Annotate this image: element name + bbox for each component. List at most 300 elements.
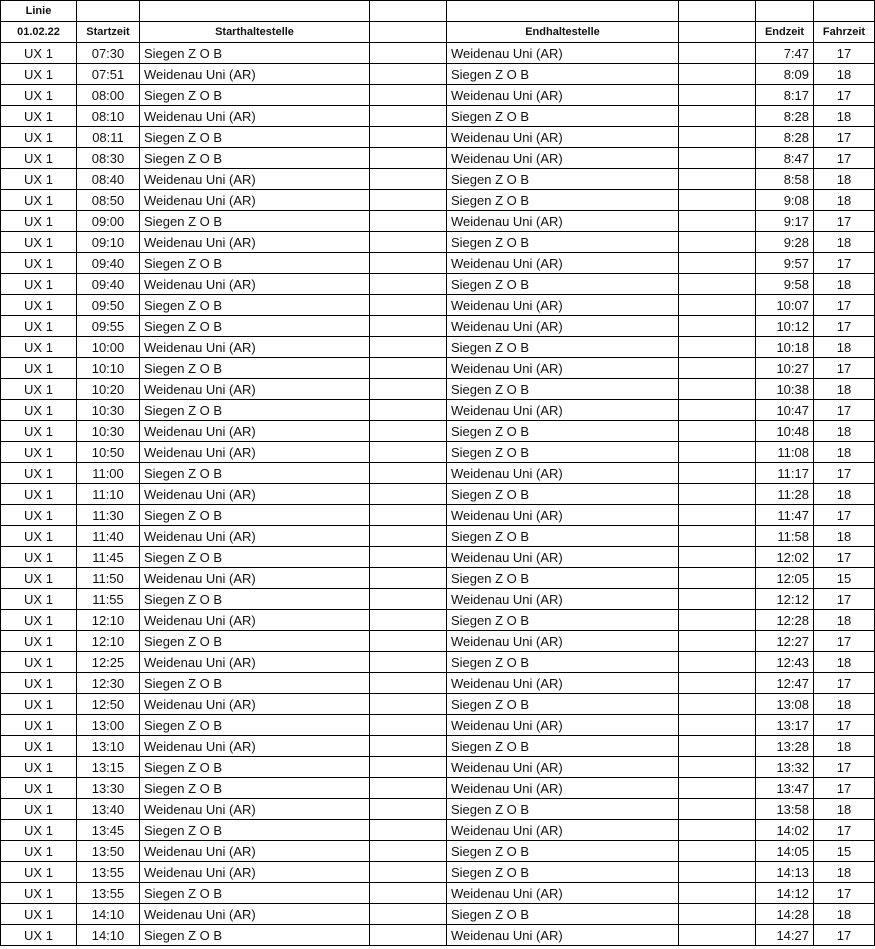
cell-fahrzeit: 17 [814, 820, 875, 841]
header-linie: Linie [1, 1, 77, 22]
cell-starthaltestelle: Weidenau Uni (AR) [140, 610, 370, 631]
cell-blank-end [679, 799, 756, 820]
cell-fahrzeit: 15 [814, 841, 875, 862]
cell-endzeit: 12:28 [756, 610, 814, 631]
cell-endzeit: 13:17 [756, 715, 814, 736]
cell-starthaltestelle: Weidenau Uni (AR) [140, 106, 370, 127]
cell-endzeit: 8:28 [756, 127, 814, 148]
cell-blank-start [370, 211, 447, 232]
table-body [1, 43, 875, 946]
cell-linie: UX 1 [1, 211, 77, 232]
cell-starthaltestelle: Siegen Z O B [140, 148, 370, 169]
cell-linie: UX 1 [1, 358, 77, 379]
cell-blank-end [679, 442, 756, 463]
table-row [1, 421, 875, 442]
cell-startzeit: 11:00 [77, 463, 140, 484]
cell-blank-start [370, 883, 447, 904]
cell-fahrzeit: 18 [814, 652, 875, 673]
cell-fahrzeit: 17 [814, 883, 875, 904]
cell-startzeit: 14:10 [77, 904, 140, 925]
table-row [1, 694, 875, 715]
cell-linie: UX 1 [1, 610, 77, 631]
cell-fahrzeit: 17 [814, 211, 875, 232]
cell-blank-start [370, 736, 447, 757]
cell-fahrzeit: 18 [814, 190, 875, 211]
cell-fahrzeit: 17 [814, 358, 875, 379]
cell-blank-start [370, 568, 447, 589]
cell-fahrzeit: 18 [814, 169, 875, 190]
cell-startzeit: 12:50 [77, 694, 140, 715]
table-row [1, 274, 875, 295]
cell-endzeit: 10:47 [756, 400, 814, 421]
table-row [1, 379, 875, 400]
cell-blank-end [679, 547, 756, 568]
header-starthaltestelle: Starthaltestelle [140, 22, 370, 43]
cell-linie: UX 1 [1, 589, 77, 610]
cell-endzeit: 12:02 [756, 547, 814, 568]
cell-starthaltestelle: Weidenau Uni (AR) [140, 652, 370, 673]
cell-fahrzeit: 18 [814, 106, 875, 127]
cell-startzeit: 12:30 [77, 673, 140, 694]
cell-blank-end [679, 652, 756, 673]
cell-endhaltestelle: Siegen Z O B [447, 862, 679, 883]
cell-blank-start [370, 232, 447, 253]
cell-fahrzeit: 18 [814, 799, 875, 820]
cell-startzeit: 08:40 [77, 169, 140, 190]
cell-endhaltestelle: Siegen Z O B [447, 841, 679, 862]
cell-blank-end [679, 568, 756, 589]
cell-startzeit: 12:10 [77, 631, 140, 652]
header-blank-8 [370, 22, 447, 43]
cell-fahrzeit: 17 [814, 85, 875, 106]
cell-starthaltestelle: Siegen Z O B [140, 295, 370, 316]
cell-starthaltestelle: Siegen Z O B [140, 127, 370, 148]
cell-starthaltestelle: Weidenau Uni (AR) [140, 232, 370, 253]
cell-startzeit: 11:50 [77, 568, 140, 589]
cell-endhaltestelle: Siegen Z O B [447, 232, 679, 253]
cell-blank-start [370, 904, 447, 925]
cell-endhaltestelle: Weidenau Uni (AR) [447, 400, 679, 421]
cell-linie: UX 1 [1, 127, 77, 148]
header-linie-date: 01.02.22 [1, 22, 77, 43]
table-row [1, 64, 875, 85]
cell-blank-end [679, 316, 756, 337]
cell-fahrzeit: 18 [814, 232, 875, 253]
cell-fahrzeit: 17 [814, 757, 875, 778]
cell-linie: UX 1 [1, 64, 77, 85]
cell-blank-end [679, 85, 756, 106]
cell-endzeit: 8:47 [756, 148, 814, 169]
cell-fahrzeit: 17 [814, 673, 875, 694]
cell-startzeit: 07:30 [77, 43, 140, 64]
cell-blank-start [370, 841, 447, 862]
cell-endzeit: 12:27 [756, 631, 814, 652]
cell-blank-start [370, 631, 447, 652]
cell-blank-end [679, 841, 756, 862]
cell-blank-end [679, 673, 756, 694]
cell-blank-start [370, 400, 447, 421]
table-row [1, 400, 875, 421]
table-row [1, 757, 875, 778]
cell-blank-end [679, 358, 756, 379]
cell-startzeit: 11:10 [77, 484, 140, 505]
table-row [1, 862, 875, 883]
table-row [1, 253, 875, 274]
cell-blank-end [679, 64, 756, 85]
cell-endzeit: 10:18 [756, 337, 814, 358]
cell-starthaltestelle: Siegen Z O B [140, 43, 370, 64]
cell-startzeit: 10:20 [77, 379, 140, 400]
table-row [1, 106, 875, 127]
cell-blank-start [370, 358, 447, 379]
cell-blank-start [370, 274, 447, 295]
cell-endhaltestelle: Siegen Z O B [447, 169, 679, 190]
cell-startzeit: 09:00 [77, 211, 140, 232]
cell-endzeit: 12:43 [756, 652, 814, 673]
cell-blank-end [679, 505, 756, 526]
cell-blank-start [370, 442, 447, 463]
cell-linie: UX 1 [1, 652, 77, 673]
table-row [1, 631, 875, 652]
cell-endhaltestelle: Weidenau Uni (AR) [447, 820, 679, 841]
header-blank-6 [756, 1, 814, 22]
cell-blank-start [370, 652, 447, 673]
table-row [1, 715, 875, 736]
cell-endhaltestelle: Siegen Z O B [447, 379, 679, 400]
cell-endzeit: 14:12 [756, 883, 814, 904]
cell-blank-end [679, 169, 756, 190]
table-row [1, 925, 875, 946]
cell-blank-start [370, 64, 447, 85]
cell-startzeit: 09:50 [77, 295, 140, 316]
table-row [1, 526, 875, 547]
cell-linie: UX 1 [1, 463, 77, 484]
cell-blank-start [370, 379, 447, 400]
cell-blank-start [370, 148, 447, 169]
cell-linie: UX 1 [1, 421, 77, 442]
header-endzeit: Endzeit [756, 22, 814, 43]
cell-starthaltestelle: Siegen Z O B [140, 589, 370, 610]
cell-blank-end [679, 757, 756, 778]
cell-starthaltestelle: Weidenau Uni (AR) [140, 484, 370, 505]
cell-endhaltestelle: Siegen Z O B [447, 736, 679, 757]
cell-blank-start [370, 43, 447, 64]
cell-fahrzeit: 17 [814, 463, 875, 484]
header-endhaltestelle: Endhaltestelle [447, 22, 679, 43]
cell-blank-start [370, 85, 447, 106]
cell-starthaltestelle: Siegen Z O B [140, 757, 370, 778]
cell-starthaltestelle: Weidenau Uni (AR) [140, 337, 370, 358]
cell-fahrzeit: 18 [814, 337, 875, 358]
cell-blank-end [679, 43, 756, 64]
cell-linie: UX 1 [1, 673, 77, 694]
cell-starthaltestelle: Siegen Z O B [140, 673, 370, 694]
cell-startzeit: 13:55 [77, 862, 140, 883]
cell-blank-start [370, 547, 447, 568]
cell-linie: UX 1 [1, 379, 77, 400]
cell-endhaltestelle: Weidenau Uni (AR) [447, 316, 679, 337]
cell-fahrzeit: 18 [814, 484, 875, 505]
cell-endhaltestelle: Siegen Z O B [447, 442, 679, 463]
cell-fahrzeit: 18 [814, 379, 875, 400]
cell-starthaltestelle: Siegen Z O B [140, 358, 370, 379]
cell-linie: UX 1 [1, 904, 77, 925]
cell-endhaltestelle: Weidenau Uni (AR) [447, 778, 679, 799]
cell-blank-start [370, 421, 447, 442]
table-row [1, 547, 875, 568]
cell-linie: UX 1 [1, 85, 77, 106]
cell-linie: UX 1 [1, 274, 77, 295]
cell-startzeit: 13:30 [77, 778, 140, 799]
cell-blank-end [679, 736, 756, 757]
cell-starthaltestelle: Weidenau Uni (AR) [140, 841, 370, 862]
cell-linie: UX 1 [1, 106, 77, 127]
cell-startzeit: 09:10 [77, 232, 140, 253]
cell-fahrzeit: 17 [814, 631, 875, 652]
cell-linie: UX 1 [1, 295, 77, 316]
cell-startzeit: 11:55 [77, 589, 140, 610]
cell-blank-end [679, 127, 756, 148]
cell-starthaltestelle: Siegen Z O B [140, 820, 370, 841]
table-row [1, 904, 875, 925]
table-row [1, 652, 875, 673]
cell-endzeit: 9:08 [756, 190, 814, 211]
cell-startzeit: 10:50 [77, 442, 140, 463]
cell-endhaltestelle: Weidenau Uni (AR) [447, 358, 679, 379]
cell-endzeit: 13:58 [756, 799, 814, 820]
cell-starthaltestelle: Weidenau Uni (AR) [140, 862, 370, 883]
cell-starthaltestelle: Weidenau Uni (AR) [140, 694, 370, 715]
cell-blank-start [370, 484, 447, 505]
cell-fahrzeit: 17 [814, 715, 875, 736]
cell-starthaltestelle: Weidenau Uni (AR) [140, 274, 370, 295]
cell-fahrzeit: 17 [814, 400, 875, 421]
cell-endhaltestelle: Weidenau Uni (AR) [447, 43, 679, 64]
cell-blank-end [679, 631, 756, 652]
cell-fahrzeit: 17 [814, 127, 875, 148]
cell-linie: UX 1 [1, 841, 77, 862]
cell-endhaltestelle: Weidenau Uni (AR) [447, 547, 679, 568]
cell-startzeit: 12:10 [77, 610, 140, 631]
cell-linie: UX 1 [1, 736, 77, 757]
table-row [1, 589, 875, 610]
cell-starthaltestelle: Siegen Z O B [140, 85, 370, 106]
cell-endzeit: 11:28 [756, 484, 814, 505]
cell-fahrzeit: 17 [814, 505, 875, 526]
cell-endzeit: 9:57 [756, 253, 814, 274]
cell-endzeit: 8:58 [756, 169, 814, 190]
cell-startzeit: 07:51 [77, 64, 140, 85]
cell-endhaltestelle: Weidenau Uni (AR) [447, 715, 679, 736]
cell-blank-end [679, 526, 756, 547]
cell-endzeit: 9:28 [756, 232, 814, 253]
cell-endzeit: 10:12 [756, 316, 814, 337]
cell-startzeit: 11:40 [77, 526, 140, 547]
cell-endhaltestelle: Weidenau Uni (AR) [447, 757, 679, 778]
table-row [1, 169, 875, 190]
cell-blank-end [679, 820, 756, 841]
cell-endzeit: 13:47 [756, 778, 814, 799]
cell-starthaltestelle: Siegen Z O B [140, 547, 370, 568]
cell-blank-start [370, 337, 447, 358]
cell-starthaltestelle: Siegen Z O B [140, 778, 370, 799]
table-header [1, 1, 875, 43]
cell-endzeit: 12:12 [756, 589, 814, 610]
cell-starthaltestelle: Siegen Z O B [140, 400, 370, 421]
cell-startzeit: 11:30 [77, 505, 140, 526]
cell-fahrzeit: 18 [814, 904, 875, 925]
cell-starthaltestelle: Weidenau Uni (AR) [140, 568, 370, 589]
cell-starthaltestelle: Siegen Z O B [140, 253, 370, 274]
cell-endzeit: 10:27 [756, 358, 814, 379]
cell-blank-start [370, 715, 447, 736]
cell-startzeit: 13:15 [77, 757, 140, 778]
cell-endhaltestelle: Siegen Z O B [447, 904, 679, 925]
table-row [1, 883, 875, 904]
cell-startzeit: 08:11 [77, 127, 140, 148]
cell-linie: UX 1 [1, 337, 77, 358]
header-blank-1 [77, 1, 140, 22]
cell-endhaltestelle: Siegen Z O B [447, 190, 679, 211]
header-row-1 [1, 1, 875, 22]
cell-blank-start [370, 190, 447, 211]
cell-endzeit: 13:08 [756, 694, 814, 715]
table-row [1, 85, 875, 106]
cell-startzeit: 10:10 [77, 358, 140, 379]
cell-endzeit: 14:28 [756, 904, 814, 925]
table-row [1, 484, 875, 505]
table-row [1, 127, 875, 148]
cell-startzeit: 09:40 [77, 274, 140, 295]
cell-starthaltestelle: Weidenau Uni (AR) [140, 526, 370, 547]
table-row [1, 778, 875, 799]
cell-fahrzeit: 17 [814, 925, 875, 946]
cell-endhaltestelle: Siegen Z O B [447, 799, 679, 820]
cell-endhaltestelle: Weidenau Uni (AR) [447, 631, 679, 652]
table-row [1, 799, 875, 820]
cell-blank-start [370, 316, 447, 337]
cell-starthaltestelle: Siegen Z O B [140, 883, 370, 904]
cell-startzeit: 13:55 [77, 883, 140, 904]
cell-endzeit: 7:47 [756, 43, 814, 64]
cell-endhaltestelle: Siegen Z O B [447, 652, 679, 673]
cell-endzeit: 10:07 [756, 295, 814, 316]
cell-endhaltestelle: Weidenau Uni (AR) [447, 463, 679, 484]
cell-fahrzeit: 18 [814, 274, 875, 295]
cell-fahrzeit: 17 [814, 253, 875, 274]
header-startzeit: Startzeit [77, 22, 140, 43]
cell-linie: UX 1 [1, 757, 77, 778]
cell-endhaltestelle: Weidenau Uni (AR) [447, 505, 679, 526]
cell-blank-start [370, 127, 447, 148]
cell-starthaltestelle: Weidenau Uni (AR) [140, 169, 370, 190]
cell-blank-start [370, 673, 447, 694]
cell-endhaltestelle: Siegen Z O B [447, 526, 679, 547]
cell-endzeit: 11:08 [756, 442, 814, 463]
table-row [1, 148, 875, 169]
cell-fahrzeit: 18 [814, 64, 875, 85]
cell-blank-end [679, 148, 756, 169]
cell-endzeit: 12:05 [756, 568, 814, 589]
cell-blank-end [679, 295, 756, 316]
cell-endzeit: 12:47 [756, 673, 814, 694]
cell-linie: UX 1 [1, 925, 77, 946]
cell-blank-start [370, 778, 447, 799]
cell-fahrzeit: 18 [814, 736, 875, 757]
cell-endhaltestelle: Weidenau Uni (AR) [447, 883, 679, 904]
cell-endhaltestelle: Siegen Z O B [447, 484, 679, 505]
cell-blank-end [679, 253, 756, 274]
cell-endzeit: 8:09 [756, 64, 814, 85]
cell-blank-end [679, 484, 756, 505]
cell-endzeit: 14:05 [756, 841, 814, 862]
table-row [1, 211, 875, 232]
cell-linie: UX 1 [1, 148, 77, 169]
cell-blank-end [679, 883, 756, 904]
cell-linie: UX 1 [1, 799, 77, 820]
cell-fahrzeit: 15 [814, 568, 875, 589]
table-row [1, 820, 875, 841]
cell-linie: UX 1 [1, 631, 77, 652]
cell-endzeit: 11:17 [756, 463, 814, 484]
cell-linie: UX 1 [1, 169, 77, 190]
cell-endhaltestelle: Weidenau Uni (AR) [447, 253, 679, 274]
cell-blank-start [370, 589, 447, 610]
cell-endzeit: 10:38 [756, 379, 814, 400]
cell-blank-start [370, 463, 447, 484]
table-row [1, 295, 875, 316]
cell-starthaltestelle: Weidenau Uni (AR) [140, 442, 370, 463]
cell-blank-end [679, 232, 756, 253]
table-row [1, 736, 875, 757]
cell-blank-end [679, 379, 756, 400]
cell-endhaltestelle: Siegen Z O B [447, 568, 679, 589]
cell-fahrzeit: 18 [814, 610, 875, 631]
cell-startzeit: 08:10 [77, 106, 140, 127]
header-row-2 [1, 22, 875, 43]
cell-endhaltestelle: Weidenau Uni (AR) [447, 127, 679, 148]
cell-linie: UX 1 [1, 253, 77, 274]
cell-fahrzeit: 17 [814, 148, 875, 169]
cell-endhaltestelle: Weidenau Uni (AR) [447, 925, 679, 946]
cell-startzeit: 08:00 [77, 85, 140, 106]
cell-linie: UX 1 [1, 316, 77, 337]
cell-endzeit: 10:48 [756, 421, 814, 442]
cell-blank-end [679, 106, 756, 127]
cell-fahrzeit: 18 [814, 862, 875, 883]
cell-blank-end [679, 715, 756, 736]
cell-endhaltestelle: Siegen Z O B [447, 421, 679, 442]
cell-fahrzeit: 17 [814, 778, 875, 799]
table-row [1, 568, 875, 589]
cell-startzeit: 13:10 [77, 736, 140, 757]
cell-endhaltestelle: Weidenau Uni (AR) [447, 85, 679, 106]
cell-blank-end [679, 904, 756, 925]
cell-fahrzeit: 18 [814, 442, 875, 463]
cell-blank-start [370, 505, 447, 526]
cell-endhaltestelle: Siegen Z O B [447, 337, 679, 358]
header-fahrzeit: Fahrzeit [814, 22, 875, 43]
cell-startzeit: 10:30 [77, 421, 140, 442]
cell-starthaltestelle: Weidenau Uni (AR) [140, 190, 370, 211]
cell-blank-start [370, 820, 447, 841]
cell-fahrzeit: 17 [814, 316, 875, 337]
header-blank-9 [679, 22, 756, 43]
cell-blank-start [370, 925, 447, 946]
cell-startzeit: 08:30 [77, 148, 140, 169]
cell-linie: UX 1 [1, 190, 77, 211]
cell-endhaltestelle: Siegen Z O B [447, 64, 679, 85]
